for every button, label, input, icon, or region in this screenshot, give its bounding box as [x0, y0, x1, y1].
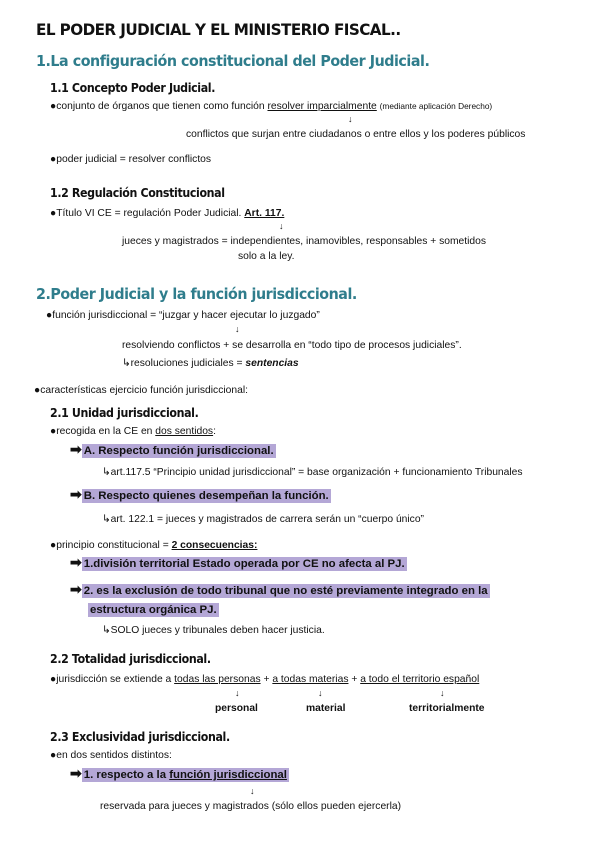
- highlight-line: ➡ A. Respecto función jurisdiccional.: [70, 441, 274, 457]
- down-arrow-icon: ↓: [250, 786, 255, 796]
- subsection-2-3-heading: 2.3 Exclusividad jurisdiccional.: [50, 730, 230, 744]
- section-2-heading: 2.Poder Judicial y la función jurisdiccional.: [36, 285, 357, 303]
- text-line: resolviendo conflictos + se desarrolla en “todo tipo de procesos judiciales”.: [122, 340, 462, 351]
- pointer-arrow-icon: ➡: [70, 486, 82, 502]
- bullet-line: ●recogida en la CE en dos sentidos:: [50, 426, 216, 437]
- down-arrow-icon: ↓: [235, 324, 240, 334]
- down-arrow-icon: ↓: [440, 688, 445, 698]
- bullet-icon: ●: [50, 208, 57, 219]
- subsection-1-1-heading: 1.1 Concepto Poder Judicial.: [50, 81, 216, 95]
- subsection-2-2-heading: 2.2 Totalidad jurisdiccional.: [50, 652, 211, 666]
- bullet-line: ●en dos sentidos distintos:: [50, 750, 172, 761]
- bullet-line: ●características ejercicio función jurisdiccional:: [34, 385, 248, 396]
- label-personal: personal: [215, 703, 258, 714]
- subsection-1-2-heading: 1.2 Regulación Constitucional: [50, 186, 225, 200]
- pointer-arrow-icon: ➡: [70, 441, 82, 457]
- page-title: EL PODER JUDICIAL Y EL MINISTERIO FISCAL..: [36, 20, 401, 39]
- bullet-icon: ●: [50, 426, 57, 437]
- down-arrow-icon: ↓: [348, 114, 353, 124]
- text-line: jueces y magistrados = independientes, inamovibles, responsables + sometidos: [122, 236, 487, 247]
- pointer-arrow-icon: ➡: [70, 554, 82, 570]
- text-line: ↳resoluciones judiciales = sentencias: [122, 358, 299, 369]
- highlight-line: ➡ 1.división territorial Estado operada por CE no afecta al PJ.: [70, 554, 405, 570]
- down-arrow-icon: ↓: [318, 688, 323, 698]
- text-line: solo a la ley.: [238, 251, 295, 262]
- text-line: ↳art.117.5 “Principio unidad jurisdiccional” = base organización + funcionamiento Tribunales: [102, 467, 523, 478]
- bullet-line: ●poder judicial = resolver conflictos: [50, 154, 212, 165]
- bullet-icon: ●: [46, 310, 53, 321]
- down-arrow-icon: ↓: [235, 688, 240, 698]
- bullet-icon: ●: [50, 750, 57, 761]
- bullet-line: ●jurisdicción se extiende a todas las personas + a todas materias + a todo el territorio español: [50, 674, 480, 685]
- subsection-2-1-heading: 2.1 Unidad jurisdiccional.: [50, 406, 199, 420]
- bullet-icon: ●: [50, 674, 57, 685]
- down-arrow-icon: ↓: [279, 221, 284, 231]
- highlight-line: estructura orgánica PJ.: [90, 604, 217, 616]
- pointer-arrow-icon: ➡: [70, 581, 82, 597]
- text-line: conflictos que surjan entre ciudadanos o entre ellos y los poderes públicos: [186, 129, 526, 140]
- bullet-line: ●conjunto de órganos que tienen como función resolver imparcialmente (mediante aplicación Derecho): [50, 101, 493, 112]
- text-line: reservada para jueces y magistrados (sólo ellos pueden ejercerla): [100, 801, 402, 812]
- highlight-line: ➡ 2. es la exclusión de todo tribunal que no esté previamente integrado en la: [70, 581, 488, 597]
- text-line: ↳SOLO jueces y tribunales deben hacer justicia.: [102, 625, 325, 636]
- label-material: material: [306, 703, 346, 714]
- bullet-line: ●Título VI CE = regulación Poder Judicial. Art. 117.: [50, 208, 285, 219]
- bullet-icon: ●: [34, 385, 41, 396]
- bullet-icon: ●: [50, 540, 57, 551]
- bullet-icon: ●: [50, 101, 57, 112]
- highlight-line: ➡ 1. respecto a la función jurisdiccional: [70, 765, 287, 781]
- bullet-line: ●función jurisdiccional = “juzgar y hacer ejecutar lo juzgado”: [46, 310, 320, 321]
- label-territorialmente: territorialmente: [409, 703, 485, 714]
- text-line: ↳art. 122.1 = jueces y magistrados de carrera serán un “cuerpo único”: [102, 514, 424, 525]
- bullet-icon: ●: [50, 154, 57, 165]
- pointer-arrow-icon: ➡: [70, 765, 82, 781]
- bullet-line: ●principio constitucional = 2 consecuencias:: [50, 540, 258, 551]
- highlight-line: ➡ B. Respecto quienes desempeñan la función.: [70, 486, 329, 502]
- section-1-heading: 1.La configuración constitucional del Poder Judicial.: [36, 52, 430, 70]
